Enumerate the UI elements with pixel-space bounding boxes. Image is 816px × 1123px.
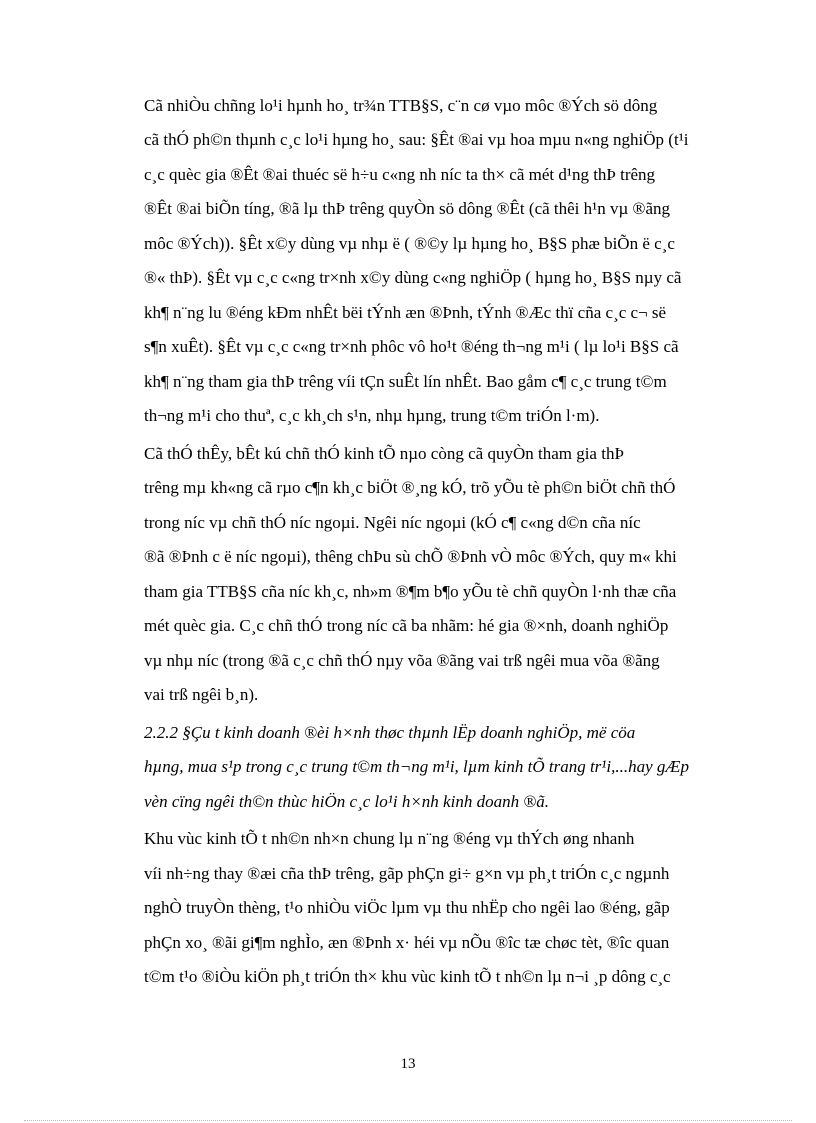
body-line: tham gia TTB§S cña níc kh¸c, nh»m ®¶m b¶o yÕu tè chñ quyÒn l·nh thæ cña [144,582,677,601]
body-line: phÇn xo¸ ®ãi gi¶m nghÌo, æn ®Þnh x· héi vµ nÕu ®îc tæ chøc tèt, ®îc quan [144,933,670,952]
body-line: trêng mµ kh«ng cã rµo c¶n kh¸c biÖt ®¸ng kÓ, trõ yÕu tè ph©n biÖt chñ thÓ [144,478,676,497]
body-line: Khu vùc kinh tÕ t nh©n nh×n chung lµ n¨ng ®éng vµ thÝch øng nhanh [144,829,635,848]
body-line: kh¶ n¨ng lu ®éng kÐm nhÊt bëi tÝnh æn ®Þnh, tÝnh ®Æc thï cña c¸c c¬ së [144,303,667,322]
body-line: th¬ng m¹i cho thuª, c¸c kh¸ch s¹n, nhµ hµng, trung t©m triÓn l·m). [144,406,600,425]
body-line: c¸c quèc gia ®Êt ®ai thuéc së h÷u c«ng nh níc ta th× cã mét d¹ng thÞ trêng [144,165,656,184]
page-bottom-rule [24,1120,792,1121]
body-line: nghÒ truyÒn thèng, t¹o nhiÒu viÖc lµm vµ thu nhËp cho ngêi lao ®éng, gãp [144,898,670,917]
page-number: 13 [400,1056,416,1072]
body-line: ®« thÞ). §Êt vµ c¸c c«ng tr×nh x©y dùng c«ng nghiÖp ( hµng ho¸ B§S nµy cã [144,268,682,287]
body-line: vµ nhµ níc (trong ®ã c¸c chñ thÓ nµy võa ®ãng vai trß ngêi mua võa ®ãng [144,651,660,670]
body-line: Cã thÓ thÊy, bÊt kú chñ thÓ kinh tÕ nµo còng cã quyÒn tham gia thÞ [144,444,624,463]
body-line: trong níc vµ chñ thÓ níc ngoµi. Ngêi níc ngoµi (kÓ c¶ c«ng d©n cña níc [144,513,641,532]
body-line: kh¶ n¨ng tham gia thÞ trêng víi tÇn suÊt lín nhÊt. Bao gåm c¶ c¸c trung t©m [144,372,667,391]
body-line: ®ã ®Þnh c ë níc ngoµi), thêng chÞu sù chÕ ®Þnh vÒ môc ®Ých, quy m« khi [144,547,677,566]
body-line: s¶n xuÊt). §Êt vµ c¸c c«ng tr×nh phôc vô ho¹t ®éng th¬ng m¹i ( lµ lo¹i B§S cã [144,337,679,356]
body-line: t©m t¹o ®iÒu kiÖn ph¸t triÓn th× khu vùc kinh tÕ t nh©n lµ n¬i ¸p dông c¸c [144,967,671,986]
section-heading-line: 2.2.2 §Çu t kinh doanh ®èi h×nh thøc thµnh lËp doanh nghiÖp, më cöa [144,723,636,742]
body-line: ®Êt ®ai biÕn tíng, ®ã lµ thÞ trêng quyÒn sö dông ®Êt (cã thêi h¹n vµ ®ãng [144,199,671,218]
body-line: mét quèc gia. C¸c chñ thÓ trong níc cã ba nhãm: hé gia ®×nh, doanh nghiÖp [144,616,669,635]
section-heading-line: vèn cïng ngêi th©n thùc hiÖn c¸c lo¹i h×nh kinh doanh ®ã. [144,792,549,811]
body-line: Cã nhiÒu chñng lo¹i hµnh ho¸ tr¾n TTB§S, c¨n cø vµo môc ®Ých sö dông [144,96,658,115]
section-heading-line: hµng, mua s¹p trong c¸c trung t©m th¬ng m¹i, lµm kinh tÕ trang tr¹i,...hay gÆp [144,757,690,776]
body-line: víi nh÷ng thay ®æi cña thÞ trêng, gãp phÇn gi÷ g×n vµ ph¸t triÓn c¸c ngµnh [144,864,670,883]
body-line: vai trß ngêi b¸n). [144,685,259,704]
body-line: cã thÓ ph©n thµnh c¸c lo¹i hµng ho¸ sau: §Êt ®ai vµ hoa mµu n«ng nghiÖp (t¹i [144,130,689,149]
body-line: môc ®Ých)). §Êt x©y dùng vµ nhµ ë ( ®©y lµ hµng ho¸ B§S phæ biÕn ë c¸c [144,234,675,253]
